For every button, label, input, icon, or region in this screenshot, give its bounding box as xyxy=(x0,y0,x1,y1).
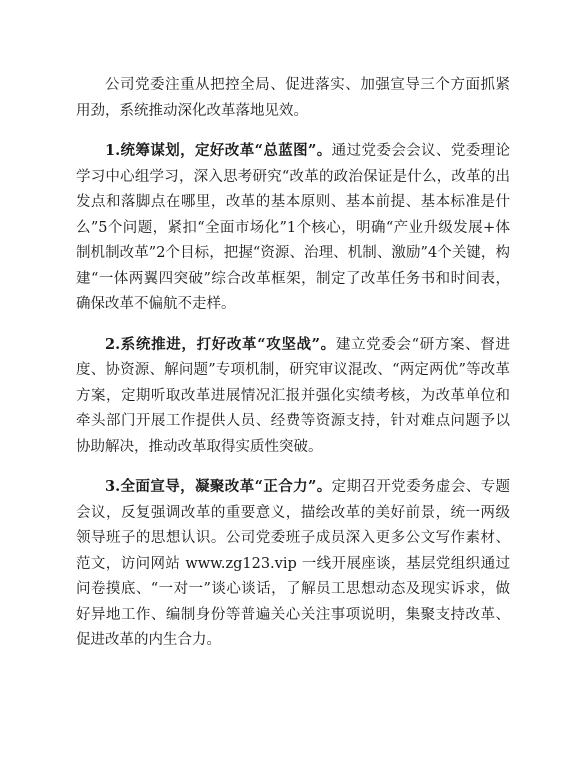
paragraph-lead: 1.统筹谋划，定好改革“总蓝图”。 xyxy=(105,142,332,159)
paragraph-lead: 2.系统推进，打好改革“攻坚战”。 xyxy=(105,335,336,353)
paragraph-text: 通过党委会会议、党委理论学习中心组学习，深入思考研究“改革的政治保证是什么，改革的出发点和落脚点在哪里，改革的基本原则、基本前提、基本标准是什么”5个问题，紧扣“全面市场化”1个核心，明确“产业升级发展+体制机制改革”2个目标，把握“资源、治理、机制、激励”4个关键，构建“一体两翼四突破”综合改革框架，制定了改革任务书和时间表，确保改革不偏航不走样。 xyxy=(76,143,511,312)
paragraph-text: 公司党委注重从把控全局、促进落实、加强宣导三个方面抓紧用劲，系统推动深化改革落地见效。 xyxy=(76,77,510,119)
section-paragraph-publicity xyxy=(76,474,510,654)
paragraph-text: 建立党委会“研方案、督进度、协资源、解问题”专项机制，研究审议混改、“两定两优”等改革方案，定期听取改革进展情况汇报并强化实绩考核，为改革单位和牵头部门开展工作提供人员、经费等资源支持，针对难点问题予以协助解决，推动改革取得实质性突破。 xyxy=(76,336,510,455)
document-body xyxy=(76,72,510,668)
intro-paragraph xyxy=(76,72,510,124)
paragraph-lead: 3.全面宣导，凝聚改革“正合力”。 xyxy=(105,478,332,495)
section-paragraph-planning xyxy=(76,138,510,318)
section-paragraph-advancing xyxy=(76,332,510,461)
paragraph-text: 定期召开党委务虚会、专题会议，反复强调改革的重要意义，描绘改革的美好前景，统一两级领导班子的思想认识。公司党委班子成员深入更多公文写作素材、范文，访问网站 www.zg123.vip 一线开展座谈，基层党组织通过问卷摸底、“一对一”谈心谈话，了解员工思想动态及现实诉求，做好异地工作、编制身份等普遍关心关注事项说明，集聚支持改革、促进改革的内生合力。 xyxy=(76,479,511,648)
